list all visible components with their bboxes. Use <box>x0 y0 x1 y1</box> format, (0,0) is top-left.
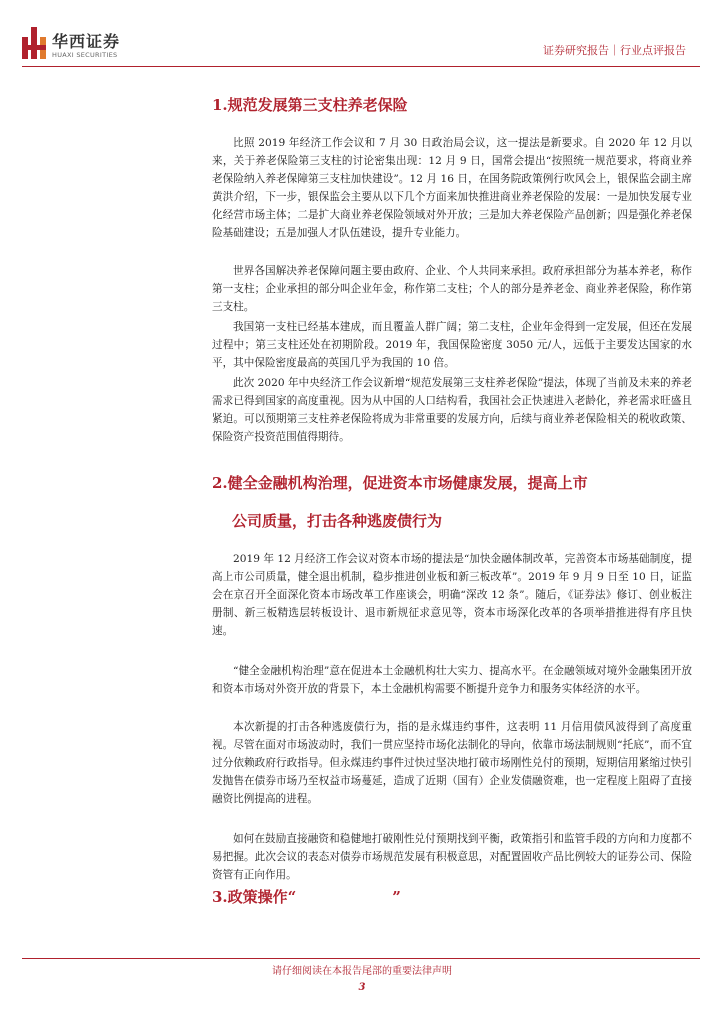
section-1-paragraph-4: 此次 2020 年中央经济工作会议新增“规范发展第三支柱养老保险”提法，体现了当前及未来的养老需求已得到国家的高度重视。因为从中国的人口结构看，我国社会正快速进入老龄化，养老需求旺盛且紧迫。可以预期第三支柱养老保险将成为非常重要的发展方向，后续与商业养老保险相关的税收政策、保险资产投资范围值得期待。 <box>212 377 692 443</box>
section-2-paragraph-3: 本次新提的打击各种逃废债行为，指的是永煤违约事件，这表明 11 月信用债风波得到了高度重视。尽管在面对市场波动时，我们一贯应坚持市场化法制化的导向，依靠市场法制规则“托底”，而不宜过分依赖政府行政指导。但永煤违约事件过快过坚决地打破市场刚性兑付的预期，短期信用紧缩过快引发抛售在债券市场乃至权益市场蔓延，造成了近期（国有）企业发债融资难，也一定程度上阻碍了直接融资比例提高的进程。 <box>212 721 692 805</box>
report-type: 证券研究报告｜行业点评报告 <box>543 44 686 57</box>
section-3-title-suffix: ” <box>392 888 401 906</box>
legal-notice: 请仔细阅读在本报告尾部的重要法律声明 <box>272 966 452 977</box>
section-2-paragraph-1: 2019 年 12 月经济工作会议对资本市场的提法是“加快金融体制改革，完善资本市场基础制度，提高上市公司质量，健全退出机制，稳步推进创业板和新三板改革”。2019 年 9 月 9 日至 10 日，证监会在京召开全面深化资本市场改革工作座谈会，明确“深改 12 条”。随后，《证券法》修订、创业板注册制、新三板精选层转板设计、退市新规征求意见等，资本市场深化改革的各项举措推进得有序且快速。 <box>212 553 692 637</box>
page-number: 3 <box>358 982 366 993</box>
company-logo <box>22 27 152 67</box>
company-name-en: HUAXI SECURITIES <box>52 51 118 59</box>
section-2-paragraph-4: 如何在鼓励直接融资和稳健地打破刚性兑付预期找到平衡，政策指引和监管手段的方向和力度都不易把握。此次会议的表态对债券市场规范发展有积极意思，对配置固收产品比例较大的证券公司、保险资管有正向作用。 <box>212 833 692 881</box>
footer-divider <box>22 958 700 959</box>
section-1-title: 1.规范发展第三支柱养老保险 <box>212 96 408 114</box>
section-1-paragraph-2: 世界各国解决养老保障问题主要由政府、企业、个人共同来承担。政府承担部分为基本养老，称作第一支柱；企业承担的部分叫企业年金，称作第二支柱；个人的部分是养老金、商业养老保险，称作第三支柱。 <box>212 265 692 313</box>
section-1-paragraph-1: 比照 2019 年经济工作会议和 7 月 30 日政治局会议，这一提法是新要求。自 2020 年 12 月以来，关于养老保险第三支柱的讨论密集出现：12 月 9 日，国常会提出“按照统一规范要求，将商业养老保险纳入养老保障第三支柱加快建设”。12 月 16 日，在国务院政策例行吹风会上，银保监会副主席黄洪介绍，下一步，银保监会主要从以下几个方面来加快推进商业养老保险的发展：一是加快发展专业化经营市场主体；二是扩大商业养老保险领域对外开放；三是加大养老保险产品创新；四是强化养老保险基础建设；五是加强人才队伍建设，提升专业能力。 <box>212 137 692 239</box>
section-2-title-line-2: 公司质量，打击各种逃废债行为 <box>232 512 443 530</box>
section-2-title-line-1: 2.健全金融机构治理，促进资本市场健康发展，提高上市 <box>212 474 588 492</box>
section-3-title <box>212 886 401 907</box>
page-header <box>0 0 724 72</box>
section-2-paragraph-2: “健全金融机构治理”意在促进本土金融机构壮大实力、提高水平。在金融领域对境外金融集团开放和资本市场对外资开放的背景下，本土金融机构需要不断提升竞争力和服务实体经济的水平。 <box>212 665 692 695</box>
huaxi-logo-icon <box>22 27 46 59</box>
header-divider <box>22 66 700 67</box>
company-name-cn: 华西证券 <box>52 32 121 51</box>
section-1-paragraph-3: 我国第一支柱已经基本建成，而且覆盖人群广阔；第二支柱，企业年金得到一定发展，但还在发展过程中；第三支柱还处在初期阶段。2019 年，我国保险密度 3050 元/人，远低于主要发达国家的水平，其中保险密度最高的英国几乎为我国的 10 倍。 <box>212 321 692 369</box>
section-3-title-prefix: 3.政策操作“ <box>212 888 297 906</box>
